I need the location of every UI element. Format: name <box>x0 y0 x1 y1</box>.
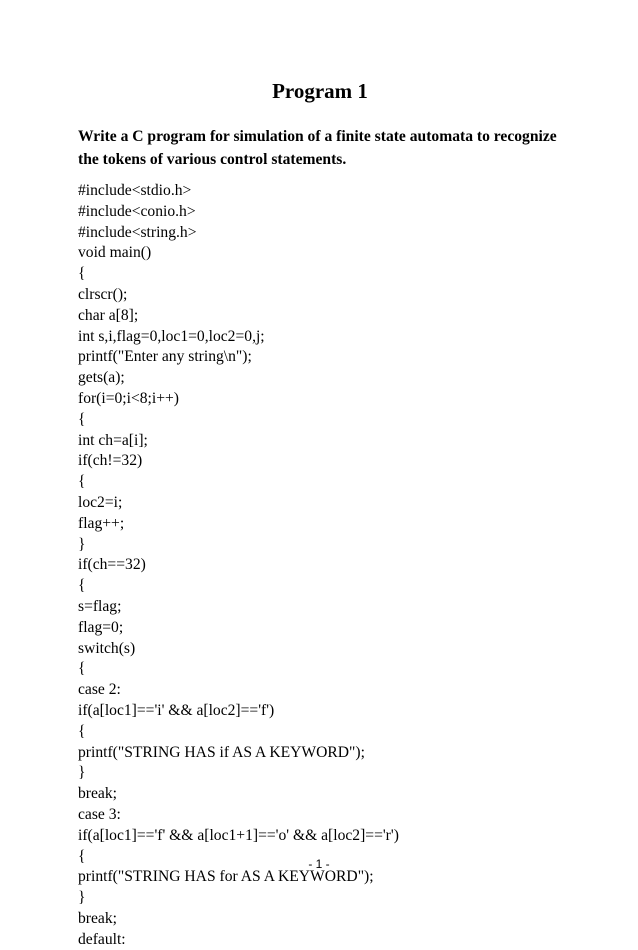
code-line: printf("STRING HAS if AS A KEYWORD"); <box>78 743 365 761</box>
code-line: } <box>78 535 86 553</box>
code-line: } <box>78 764 86 782</box>
code-line: } <box>78 889 86 907</box>
code-line: case 3: <box>78 805 121 823</box>
code-line: for(i=0;i<8;i++) <box>78 389 180 407</box>
code-listing <box>78 181 598 950</box>
code-line: loc2=i; <box>78 493 123 511</box>
code-line: s=flag; <box>78 597 122 615</box>
code-line: #include<string.h> <box>78 223 197 241</box>
code-line: flag++; <box>78 514 125 532</box>
code-line: printf("Enter any string\n"); <box>78 348 252 366</box>
code-line: { <box>78 722 86 740</box>
code-line: { <box>78 577 86 595</box>
code-line: { <box>78 265 86 283</box>
question-text <box>78 125 578 171</box>
code-line: if(ch!=32) <box>78 452 143 470</box>
code-line: int s,i,flag=0,loc1=0,loc2=0,j; <box>78 327 265 345</box>
code-line: gets(a); <box>78 369 125 387</box>
code-line: break; <box>78 785 117 803</box>
code-line: case 2: <box>78 681 121 699</box>
code-line: break; <box>78 909 117 927</box>
code-line: if(ch==32) <box>78 556 146 574</box>
code-line: if(a[loc1]=='f' && a[loc1+1]=='o' && a[loc2]=='r') <box>78 826 399 844</box>
page-title: Program 1 <box>272 79 368 103</box>
code-line: #include<conio.h> <box>78 202 196 220</box>
code-line: { <box>78 410 86 428</box>
question-line: Write a C program for simulation of a finite state automata to recognize <box>78 128 557 145</box>
code-line: switch(s) <box>78 639 136 657</box>
code-line: { <box>78 660 86 678</box>
code-line: printf("STRING HAS for AS A KEYWORD"); <box>78 868 374 886</box>
code-line: { <box>78 847 86 865</box>
code-line: { <box>78 473 86 491</box>
question-line: the tokens of various control statements. <box>78 151 347 168</box>
code-line: #include<stdio.h> <box>78 182 192 199</box>
code-line: default: <box>78 930 126 948</box>
code-line: void main() <box>78 244 152 262</box>
code-line: if(a[loc1]=='i' && a[loc2]=='f') <box>78 701 275 719</box>
code-line: int ch=a[i]; <box>78 431 148 449</box>
page-number: - 1 - <box>308 857 330 871</box>
code-line: char a[8]; <box>78 306 139 324</box>
code-line: clrscr(); <box>78 285 128 303</box>
code-line: flag=0; <box>78 618 124 636</box>
